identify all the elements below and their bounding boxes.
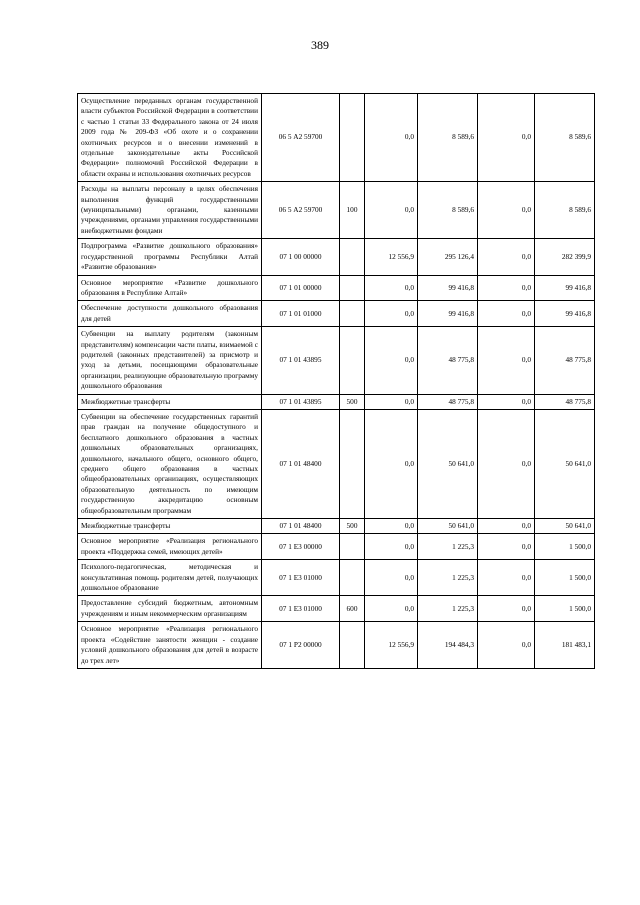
amount-col-2: 50 641,0 (418, 409, 478, 518)
amount-col-4: 50 641,0 (535, 409, 595, 518)
row-description: Основное мероприятие «Реализация регионального проекта «Поддержка семей, имеющих детей» (78, 534, 262, 560)
amount-col-2: 99 416,8 (418, 275, 478, 301)
amount-col-1: 0,0 (365, 596, 418, 622)
amount-col-2: 48 775,8 (418, 327, 478, 394)
amount-col-1: 0,0 (365, 394, 418, 409)
amount-col-1: 0,0 (365, 301, 418, 327)
table-row (78, 182, 595, 239)
target-article-code: 06 5 А2 59700 (262, 94, 340, 182)
amount-col-2: 1 225,3 (418, 560, 478, 596)
expense-type-code (340, 275, 365, 301)
budget-table (77, 93, 595, 669)
row-description: Осуществление переданных органам государственной власти субъектов Российской Федерации в соответствии с частью 1 статьи 33 Федерального закона от 24 июля 2009 года № 209-ФЗ «Об охоте и о сохранении охотничьих ресурсов и о внесении изменений в отдельные законодательные акты Российской Федерации» полномочий Российской Федерации в области охраны и использования охотничьих ресурсов (78, 94, 262, 182)
amount-col-4: 1 500,0 (535, 534, 595, 560)
target-article-code: 07 1 P2 00000 (262, 622, 340, 669)
target-article-code: 07 1 01 43895 (262, 327, 340, 394)
amount-col-3: 0,0 (478, 519, 535, 534)
row-description: Подпрограмма «Развитие дошкольного образования» государственной программы Республики Алтай «Развитие образования» (78, 239, 262, 275)
expense-type-code: 100 (340, 182, 365, 239)
table-row (78, 409, 595, 518)
table-row (78, 394, 595, 409)
expense-type-code (340, 239, 365, 275)
table-row (78, 275, 595, 301)
page-number: 389 (311, 38, 329, 52)
table-row (78, 560, 595, 596)
row-description: Психолого-педагогическая, методическая и консультативная помощь родителям детей, получающих дошкольное образование (78, 560, 262, 596)
table-row (78, 534, 595, 560)
amount-col-3: 0,0 (478, 622, 535, 669)
table-row (78, 596, 595, 622)
target-article-code: 07 1 01 00000 (262, 275, 340, 301)
row-description: Субвенции на выплату родителям (законным представителям) компенсации части платы, взимаемой с родителей (законных представителей) за присмотр и уход за детьми, посещающими образовательные организации, реализующие образовательную программу дошкольного образования (78, 327, 262, 394)
table-row (78, 94, 595, 182)
amount-col-3: 0,0 (478, 596, 535, 622)
row-description: Основное мероприятие «Развитие дошкольного образования в Республике Алтай» (78, 275, 262, 301)
amount-col-2: 1 225,3 (418, 596, 478, 622)
amount-col-2: 99 416,8 (418, 301, 478, 327)
target-article-code: 07 1 E3 01000 (262, 560, 340, 596)
amount-col-1: 0,0 (365, 94, 418, 182)
amount-col-2: 48 775,8 (418, 394, 478, 409)
amount-col-2: 194 484,3 (418, 622, 478, 669)
row-description: Межбюджетные трансферты (78, 394, 262, 409)
row-description: Основное мероприятие «Реализация регионального проекта «Содействие занятости женщин - создание условий дошкольного образования для детей в возрасте до трех лет» (78, 622, 262, 669)
amount-col-1: 0,0 (365, 519, 418, 534)
expense-type-code (340, 94, 365, 182)
expense-type-code: 600 (340, 596, 365, 622)
amount-col-1: 0,0 (365, 409, 418, 518)
target-article-code: 07 1 E3 01000 (262, 596, 340, 622)
amount-col-1: 0,0 (365, 534, 418, 560)
table-row (78, 622, 595, 669)
amount-col-4: 48 775,8 (535, 394, 595, 409)
target-article-code: 07 1 01 01000 (262, 301, 340, 327)
amount-col-1: 12 556,9 (365, 622, 418, 669)
amount-col-3: 0,0 (478, 409, 535, 518)
target-article-code: 07 1 01 48400 (262, 409, 340, 518)
amount-col-4: 8 589,6 (535, 94, 595, 182)
expense-type-code (340, 327, 365, 394)
amount-col-4: 181 483,1 (535, 622, 595, 669)
amount-col-1: 12 556,9 (365, 239, 418, 275)
expense-type-code (340, 301, 365, 327)
amount-col-4: 1 500,0 (535, 560, 595, 596)
expense-type-code (340, 560, 365, 596)
amount-col-2: 50 641,0 (418, 519, 478, 534)
row-description: Субвенции на обеспечение государственных гарантий прав граждан на получение общедоступного и бесплатного дошкольного образования в частных дошкольных образовательных организациях, дошкольного, начального общего, основного общего, среднего общего образования в частных общеобразовательных организациях, осуществляющих образовательную деятельность по имеющим государственную аккредитацию основным общеобразовательным программам (78, 409, 262, 518)
row-description: Расходы на выплаты персоналу в целях обеспечения выполнения функций государственными (муниципальными) органами, казенными учреждениями, органами управления государственными внебюджетными фондами (78, 182, 262, 239)
amount-col-4: 282 399,9 (535, 239, 595, 275)
expense-type-code: 500 (340, 519, 365, 534)
amount-col-3: 0,0 (478, 94, 535, 182)
amount-col-3: 0,0 (478, 534, 535, 560)
expense-type-code: 500 (340, 394, 365, 409)
target-article-code: 06 5 А2 59700 (262, 182, 340, 239)
expense-type-code (340, 534, 365, 560)
amount-col-1: 0,0 (365, 275, 418, 301)
amount-col-2: 1 225,3 (418, 534, 478, 560)
amount-col-2: 295 126,4 (418, 239, 478, 275)
amount-col-4: 50 641,0 (535, 519, 595, 534)
amount-col-4: 99 416,8 (535, 301, 595, 327)
amount-col-3: 0,0 (478, 275, 535, 301)
target-article-code: 07 1 01 43895 (262, 394, 340, 409)
amount-col-2: 8 589,6 (418, 94, 478, 182)
table-row (78, 519, 595, 534)
target-article-code: 07 1 01 48400 (262, 519, 340, 534)
target-article-code: 07 1 E3 00000 (262, 534, 340, 560)
budget-table-body (78, 94, 595, 669)
amount-col-2: 8 589,6 (418, 182, 478, 239)
row-description: Предоставление субсидий бюджетным, автономным учреждениям и иным некоммерческим организациям (78, 596, 262, 622)
amount-col-1: 0,0 (365, 560, 418, 596)
amount-col-1: 0,0 (365, 182, 418, 239)
amount-col-3: 0,0 (478, 327, 535, 394)
amount-col-4: 8 589,6 (535, 182, 595, 239)
table-row (78, 327, 595, 394)
amount-col-3: 0,0 (478, 560, 535, 596)
amount-col-3: 0,0 (478, 239, 535, 275)
table-row (78, 301, 595, 327)
expense-type-code (340, 409, 365, 518)
table-row (78, 239, 595, 275)
row-description: Межбюджетные трансферты (78, 519, 262, 534)
amount-col-3: 0,0 (478, 301, 535, 327)
row-description: Обеспечение доступности дошкольного образования для детей (78, 301, 262, 327)
amount-col-1: 0,0 (365, 327, 418, 394)
amount-col-3: 0,0 (478, 394, 535, 409)
expense-type-code (340, 622, 365, 669)
amount-col-4: 48 775,8 (535, 327, 595, 394)
target-article-code: 07 1 00 00000 (262, 239, 340, 275)
amount-col-4: 1 500,0 (535, 596, 595, 622)
amount-col-3: 0,0 (478, 182, 535, 239)
amount-col-4: 99 416,8 (535, 275, 595, 301)
